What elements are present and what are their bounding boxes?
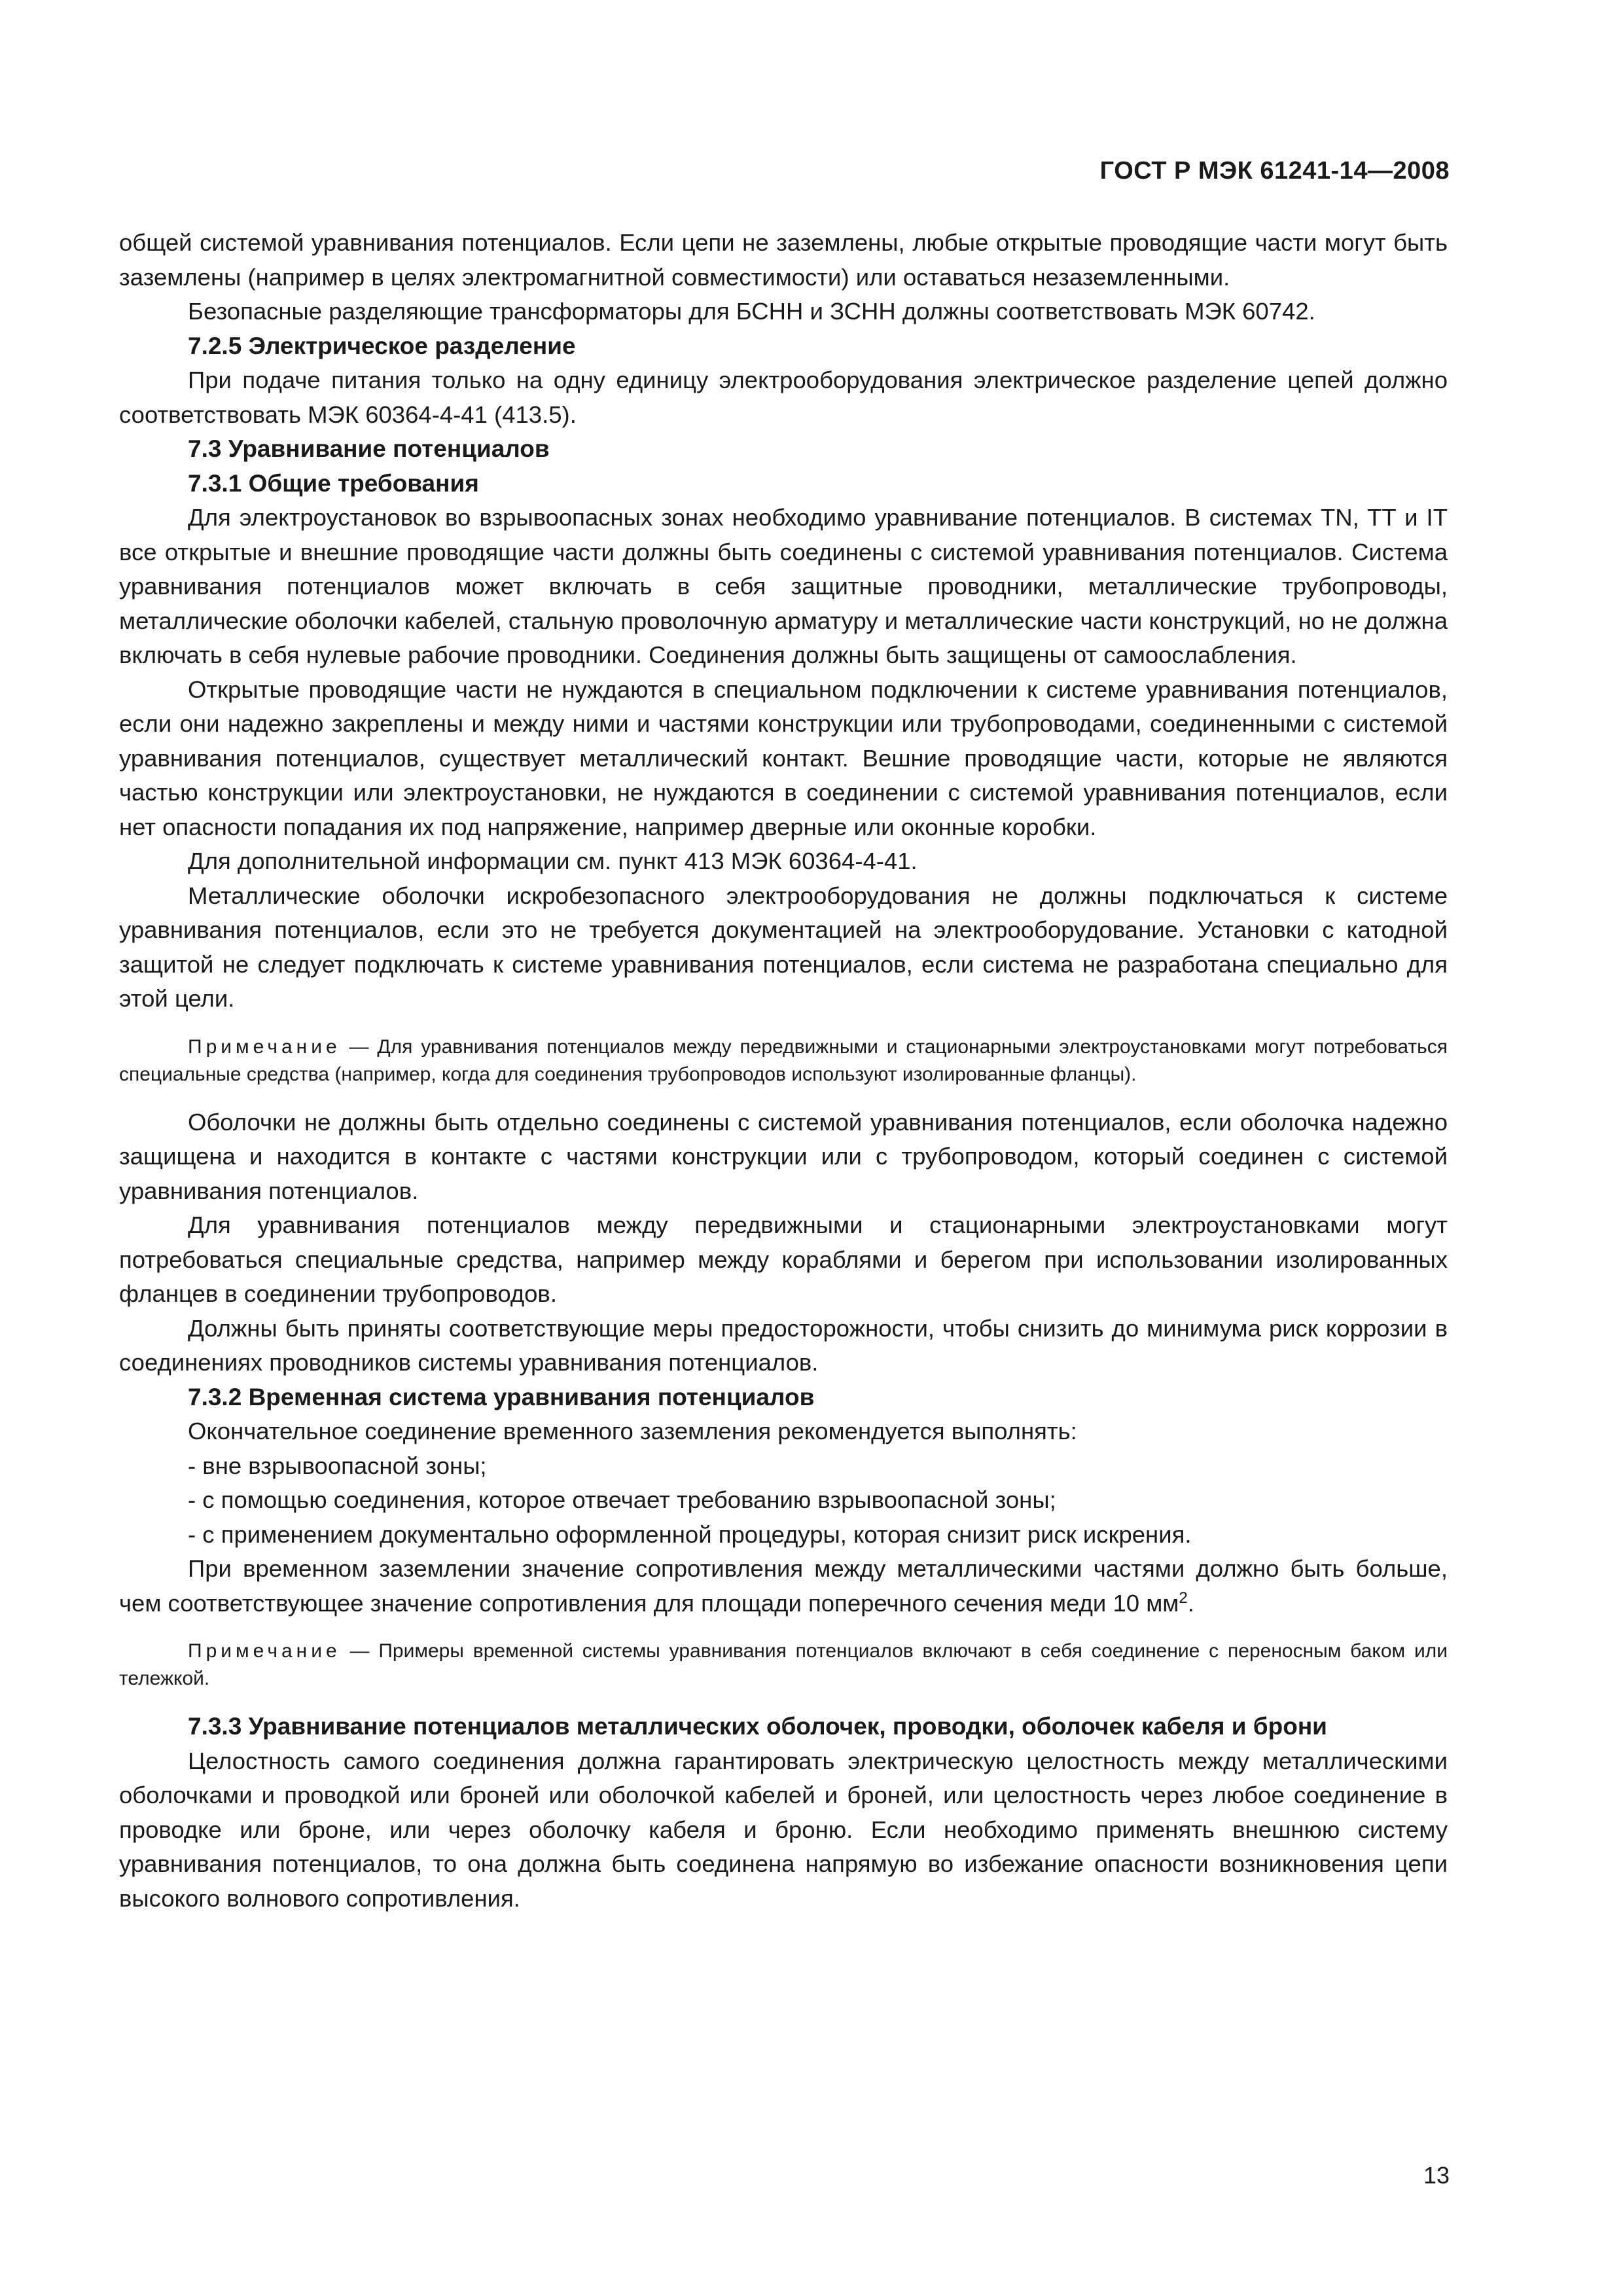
list-item: - вне взрывоопасной зоны;	[188, 1449, 1448, 1484]
paragraph: Для дополнительной информации см. пункт 413 МЭК 60364-4-41.	[188, 848, 918, 874]
document-body	[119, 226, 1448, 1916]
paragraph-end: .	[1187, 1589, 1194, 1617]
list-item: - с применением документально оформленной процедуры, которая снизит риск искрения.	[188, 1518, 1448, 1552]
note-text: — Примеры временной системы уравнивания потенциалов включают в себя соединение с переносным баком или тележкой.	[119, 1640, 1448, 1689]
section-heading-7-3-1: 7.3.1 Общие требования	[188, 469, 479, 497]
document-header: ГОСТ Р МЭК 61241-14—2008	[1099, 157, 1450, 185]
paragraph	[119, 1552, 1448, 1621]
paragraph-text: При временном заземлении значение сопротивления между металлическими частями должно быть больше, чем соответствующее значение сопротивления для площади поперечного сечения меди 10 мм	[119, 1555, 1448, 1617]
paragraph: общей системой уравнивания потенциалов. Если цепи не заземлены, любые открытые проводящие части могут быть заземлены (например в целях электромагнитной совместимости) или оставаться незаземленными.	[119, 229, 1448, 291]
section-heading-7-3: 7.3 Уравнивание потенциалов	[188, 435, 550, 462]
superscript: 2	[1179, 1588, 1188, 1607]
note-label: Примечание	[188, 1035, 341, 1058]
page-number: 13	[1423, 2162, 1450, 2189]
paragraph: Для электроустановок во взрывоопасных зонах необходимо уравнивание потенциалов. В системах TN, TT и IT все открытые и внешние проводящие части должны быть соединены с системой уравнивания потенциалов. Система уравнивания потенциалов может включать в себя защитные проводники, металлические трубопроводы, металлические оболочки кабелей, стальную проволочную арматуру и металлические части конструкций, но не должна включать в себя нулевые рабочие проводники. Соединения должны быть защищены от самоослабления.	[119, 504, 1448, 668]
paragraph: Должны быть приняты соответствующие меры предосторожности, чтобы снизить до минимума риск коррозии в соединениях проводников системы уравнивания потенциалов.	[119, 1314, 1448, 1376]
note	[119, 1033, 1448, 1088]
section-heading-7-2-5: 7.2.5 Электрическое разделение	[188, 332, 576, 359]
list-item: - с помощью соединения, которое отвечает требованию взрывоопасной зоны;	[188, 1483, 1448, 1518]
paragraph: Безопасные разделяющие трансформаторы для БСНН и ЗСНН должны соответствовать МЭК 60742.	[188, 298, 1315, 325]
paragraph: При подаче питания только на одну единицу электрооборудования электрическое разделение цепей должно соответствовать МЭК 60364-4-41 (413.5).	[119, 367, 1448, 428]
bullet-list	[119, 1449, 1448, 1552]
paragraph: Оболочки не должны быть отдельно соединены с системой уравнивания потенциалов, если оболочка надежно защищена и находится в контакте с частями конструкции или с трубопроводом, который соединен с системой уравнивания потенциалов.	[119, 1108, 1448, 1204]
paragraph: Открытые проводящие части не нуждаются в специальном подключении к системе уравнивания потенциалов, если они надежно закреплены и между ними и частями конструкции или трубопроводами, соединенными с системой уравнивания потенциалов, существует металлический контакт. Вешние проводящие части, которые не являются частью конструкции или электроустановки, не нуждаются в соединении с системой уравнивания потенциалов, если нет опасности попадания их под напряжение, например дверные или оконные коробки.	[119, 675, 1448, 840]
paragraph: Целостность самого соединения должна гарантировать электрическую целостность между металлическими оболочками и проводкой или броней или оболочкой кабелей и броней, или целостность через любое соединение в проводке или броне, или через оболочку кабеля и броню. Если необходимо применять внешнюю систему уравнивания потенциалов, то она должна быть соединена напрямую во избежание опасности возникновения цепи высокого волнового сопротивления.	[119, 1747, 1448, 1912]
paragraph: Для уравнивания потенциалов между передвижными и стационарными электроустановками могут потребоваться специальные средства, например между кораблями и берегом при использовании изолированных фланцев в соединении трубопроводов.	[119, 1211, 1448, 1307]
section-heading-7-3-2: 7.3.2 Временная система уравнивания потенциалов	[188, 1383, 815, 1410]
paragraph: Металлические оболочки искробезопасного электрооборудования не должны подключаться к системе уравнивания потенциалов, если это не требуется документацией на электрооборудование. Установки с катодной защитой не следует подключать к системе уравнивания потенциалов, если система не разработана специально для этой цели.	[119, 882, 1448, 1012]
note	[119, 1638, 1448, 1693]
paragraph: Окончательное соединение временного заземления рекомендуется выполнять:	[188, 1418, 1077, 1444]
section-heading-7-3-3: 7.3.3 Уравнивание потенциалов металлических оболочек, проводки, оболочек кабеля и брони	[188, 1713, 1327, 1740]
note-label: Примечание	[188, 1640, 341, 1662]
note-text: — Для уравнивания потенциалов между передвижными и стационарными электроустановками могут потребоваться специальные средства (например, когда для соединения трубопроводов используют изолированные фланцы).	[119, 1035, 1448, 1085]
